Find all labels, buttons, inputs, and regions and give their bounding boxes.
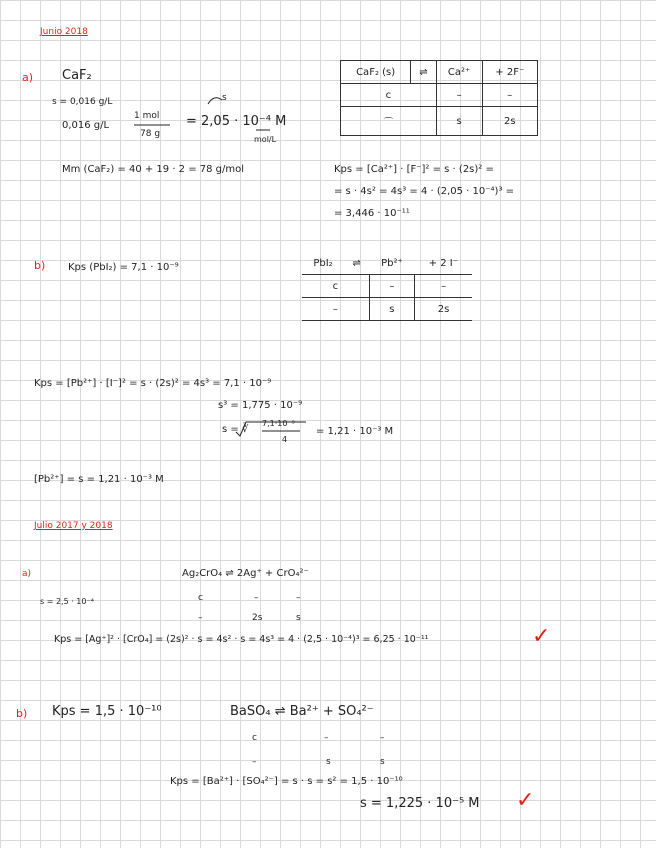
part1-a-frac-den: 78 g	[140, 129, 161, 139]
part2-a-kps: Kps = [Ag⁺]² · [CrO₄] = (2s)² · s = 4s² · s = 4s³ = 4 · (2,5 · 10⁻⁴)³ = 6,25 · 10⁻¹¹	[54, 634, 429, 645]
part2-a-label: a)	[22, 569, 32, 579]
part1-b-eq-arrow: ⇌	[352, 257, 361, 269]
check-mark-icon: ✓	[532, 624, 551, 649]
part1-b-row2-col1: –	[302, 298, 369, 321]
section-title-junio-2018: Junio 2018	[40, 27, 88, 37]
part1-b-eq-species-2: Pb²⁺	[381, 257, 403, 269]
part2-a-row-c-3: –	[296, 593, 301, 603]
part1-b-row1-col1: c	[302, 275, 369, 298]
part1-b-row1-col3: –	[415, 275, 472, 298]
part1-b-root-den: 4	[282, 435, 288, 444]
part1-a-s-mark: s	[222, 93, 227, 103]
part1-a-molar-mass: Mm (CaF₂) = 40 + 19 · 2 = 78 g/mol	[62, 164, 245, 175]
s-arrow	[208, 98, 222, 104]
part2-a-row-c-1: c	[198, 593, 203, 603]
part2-b-kps-given: Kps = 1,5 · 10⁻¹⁰	[52, 704, 162, 719]
part2-b-result: s = 1,225 · 10⁻⁵ M	[360, 796, 480, 811]
part1-a-formula: CaF₂	[62, 68, 92, 83]
part1-b-row2-col2: s	[369, 298, 415, 321]
part1-a-kps-line-3: = 3,446 · 10⁻¹¹	[334, 208, 410, 219]
part1-a-row1-col2: –	[436, 84, 482, 107]
part1-b-kps-given: Kps (PbI₂) = 7,1 · 10⁻⁹	[68, 262, 179, 273]
part1-b-root-num: 7,1·10⁻⁹	[262, 419, 295, 428]
part2-b-row-c-3: –	[380, 733, 385, 743]
section-title-julio-2017-2018: Julio 2017 y 2018	[34, 521, 113, 531]
part1-a-solubility: s = 0,016 g/L	[52, 97, 113, 107]
part1-b-label: b)	[34, 259, 46, 272]
part1-a-conv-left: 0,016 g/L	[62, 120, 110, 131]
part1-a-kps-line-2: = s · 4s² = 4s³ = 4 · (2,05 · 10⁻⁴)³ =	[334, 186, 515, 197]
part1-b-calc-line-2: s³ = 1,775 · 10⁻⁹	[218, 400, 303, 411]
check-mark-icon: ✓	[516, 788, 535, 813]
part1-b-calc-line-1: Kps = [Pb²⁺] · [I⁻]² = s · (2s)² = 4s³ = 7,1 · 10⁻⁹	[34, 378, 272, 389]
part1-b-eq-species-3: + 2 I⁻	[428, 257, 458, 269]
part1-a-eq-arrow: ⇌	[411, 61, 436, 84]
part1-a-row1-col3: –	[482, 84, 537, 107]
part1-a-row2-col2: s	[436, 107, 482, 136]
part1-a-eq-species-1: CaF₂ (s)	[341, 61, 411, 84]
part2-b-label: b)	[16, 707, 28, 720]
part2-a-eq: Ag₂CrO₄ ⇌ 2Ag⁺ + CrO₄²⁻	[182, 568, 309, 579]
part1-b-final: [Pb²⁺] = s = 1,21 · 10⁻³ M	[34, 474, 164, 485]
part2-a-s: s = 2,5 · 10⁻⁴	[40, 597, 94, 606]
part1-a-row2-col1: ⌒	[341, 107, 437, 136]
part2-a-row-eq-3: s	[296, 613, 301, 623]
part1-a-kps-line-1: Kps = [Ca²⁺] · [F⁻]² = s · (2s)² =	[334, 164, 494, 175]
part1-b-root-result: = 1,21 · 10⁻³ M	[316, 426, 394, 437]
part1-a-mol-units: mol/L	[254, 135, 277, 144]
part2-a-row-c-2: –	[254, 593, 259, 603]
part2-b-row-eq-3: s	[380, 757, 385, 767]
part2-b-row-c-1: c	[252, 733, 257, 743]
part2-b-row-c-2: –	[324, 733, 329, 743]
part1-a-row1-col1: c	[341, 84, 437, 107]
part2-b-kps: Kps = [Ba²⁺] · [SO₄²⁻] = s · s = s² = 1,5 · 10⁻¹⁰	[170, 776, 403, 787]
part2-b-row-eq-1: –	[252, 757, 257, 767]
part2-b-eq: BaSO₄ ⇌ Ba²⁺ + SO₄²⁻	[230, 704, 374, 719]
radical-sign	[236, 422, 306, 436]
part1-a-eq-species-2: Ca²⁺	[436, 61, 482, 84]
part1-a-label: a)	[22, 71, 34, 84]
part2-a-row-eq-1: –	[198, 613, 203, 623]
part1-a-frac-num: 1 mol	[134, 111, 160, 121]
part1-a-eq-species-3: + 2F⁻	[482, 61, 537, 84]
part1-b-eq-species-1: PbI₂	[313, 257, 333, 269]
part1-a-conv-result: = 2,05 · 10⁻⁴ M	[186, 114, 287, 129]
part1-b-root-prefix: s = ∛	[222, 424, 249, 435]
part2-b-row-eq-2: s	[326, 757, 331, 767]
part2-a-row-eq-2: 2s	[252, 613, 263, 623]
part1-a-row2-col3: 2s	[482, 107, 537, 136]
part1-b-row2-col3: 2s	[415, 298, 472, 321]
part1-b-row1-col2: –	[369, 275, 415, 298]
